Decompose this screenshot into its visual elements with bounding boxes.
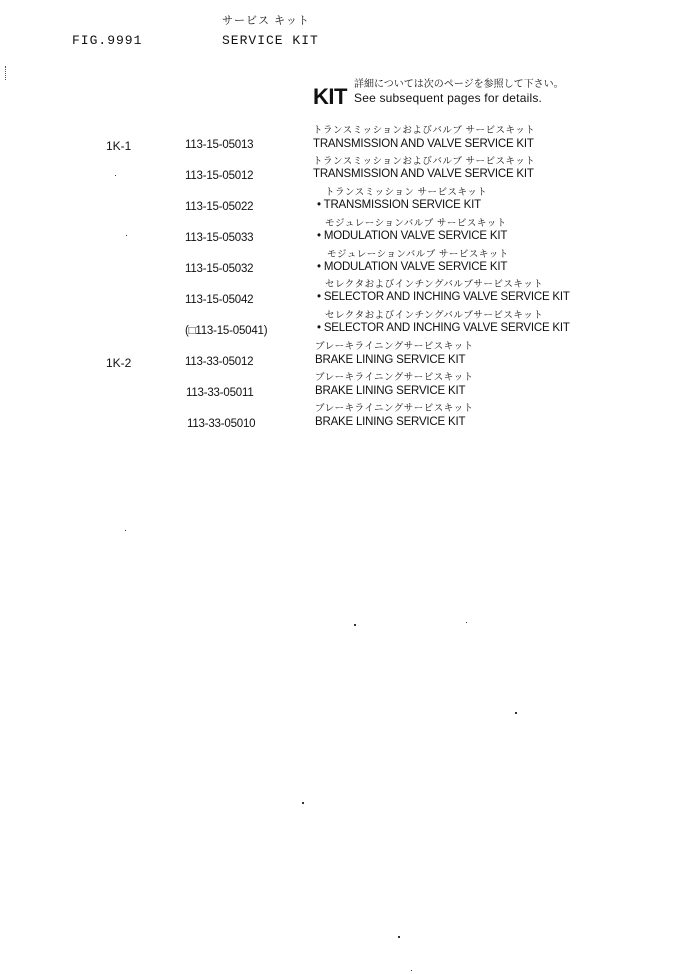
- row-desc-en: • MODULATION VALVE SERVICE KIT: [317, 230, 508, 242]
- kit-note-jp: 詳細については次のページを参照して下さい。: [354, 79, 564, 90]
- row-desc-jp: モジュレーションバルブ サービスキット: [325, 218, 507, 229]
- row-part-number: 113-33-05012: [185, 356, 254, 368]
- page-title: SERVICE KIT: [222, 33, 319, 48]
- figure-number: FIG.9991: [72, 33, 143, 48]
- kit-label: KIT: [313, 84, 347, 109]
- row-desc-en: • SELECTOR AND INCHING VALVE SERVICE KIT: [317, 291, 570, 303]
- row-part-number: 113-15-05042: [185, 294, 254, 306]
- row-desc-en: BRAKE LINING SERVICE KIT: [315, 385, 466, 397]
- margin-mark: [5, 66, 7, 80]
- row-part-number: 113-15-05022: [185, 201, 254, 213]
- row-desc-jp: トランスミッション サービスキット: [325, 187, 488, 198]
- row-part-number: (□113-15-05041): [185, 325, 268, 337]
- row-part-number: 113-15-05013: [185, 139, 254, 151]
- row-desc-jp: ブレーキライニングサービスキット: [315, 341, 474, 352]
- row-desc-jp: セレクタおよびインチングバルブサービスキット: [325, 310, 544, 321]
- row-desc-jp: モジュレーションバルブ サービスキット: [327, 249, 509, 260]
- row-desc-jp: トランスミッションおよびバルブ サービスキット: [313, 156, 536, 167]
- row-desc-en: BRAKE LINING SERVICE KIT: [315, 416, 466, 428]
- row-desc-en: BRAKE LINING SERVICE KIT: [315, 354, 466, 366]
- row-desc-jp: ブレーキライニングサービスキット: [315, 403, 474, 414]
- row-desc-jp: ブレーキライニングサービスキット: [315, 372, 474, 383]
- row-desc-en: • TRANSMISSION SERVICE KIT: [317, 199, 481, 211]
- row-desc-jp: セレクタおよびインチングバルブサービスキット: [325, 279, 544, 290]
- row-desc-en: TRANSMISSION AND VALVE SERVICE KIT: [313, 168, 534, 180]
- page-title-jp: サービス キット: [222, 15, 310, 27]
- row-desc-en: • SELECTOR AND INCHING VALVE SERVICE KIT: [317, 322, 570, 334]
- kit-note-en: See subsequent pages for details.: [354, 91, 543, 105]
- row-desc-en: TRANSMISSION AND VALVE SERVICE KIT: [313, 138, 534, 150]
- row-key: 1K-1: [106, 139, 132, 153]
- row-key: 1K-2: [106, 356, 132, 370]
- row-part-number: 113-33-05010: [187, 418, 256, 430]
- row-part-number: 113-15-05012: [185, 170, 254, 182]
- row-desc-jp: トランスミッションおよびバルブ サービスキット: [313, 125, 536, 136]
- row-desc-en: • MODULATION VALVE SERVICE KIT: [317, 261, 508, 273]
- row-part-number: 113-15-05032: [185, 263, 254, 275]
- row-part-number: 113-15-05033: [185, 232, 254, 244]
- row-part-number: 113-33-05011: [186, 387, 254, 399]
